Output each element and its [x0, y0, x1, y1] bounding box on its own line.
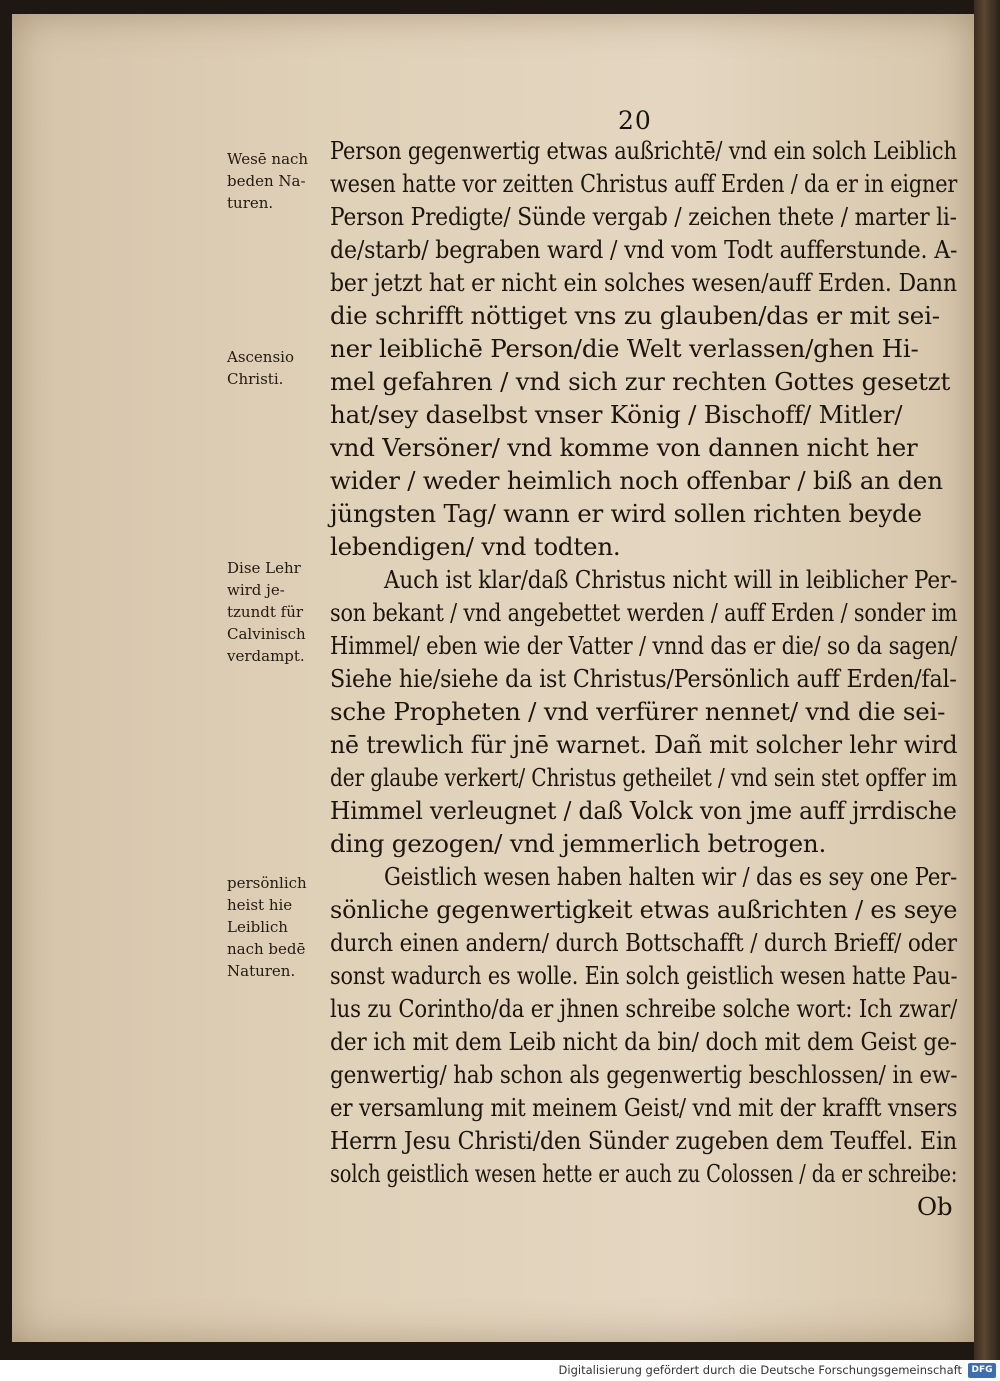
margin-note-line: Calvinisch — [227, 625, 306, 643]
margin-note-line: verdampt. — [227, 647, 305, 665]
text-line: ber jetzt hat er nicht ein solches wesen/auff Erden. Dann — [330, 268, 957, 297]
margin-note-line: Leiblich — [227, 918, 288, 936]
margin-note-line: Dise Lehr — [227, 559, 301, 577]
text-line: lus zu Corintho/da er jhnen schreibe solche wort: Ich zwar/ — [330, 994, 958, 1023]
margin-note-line: wird je- — [227, 581, 285, 599]
margin-note-line: heist hie — [227, 896, 293, 914]
text-line: jüngsten Tag/ wann er wird sollen richten beyde — [330, 499, 922, 528]
footer-credit: Digitalisierung gefördert durch die Deutsche Forschungsgemeinschaft — [558, 1363, 962, 1377]
margin-note-line: Naturen. — [227, 962, 296, 980]
text-line: Himmel verleugnet / daß Volck von jme auff jrrdische — [330, 796, 957, 825]
margin-note-line: Wesē nach — [227, 150, 309, 168]
text-line: Auch ist klar/daß Christus nicht will in leiblicher Per- — [384, 565, 958, 594]
margin-note-line: persönlich — [227, 874, 307, 892]
margin-note-line: nach bedē — [227, 940, 306, 958]
text-line: lebendigen/ vnd todten. — [330, 532, 621, 561]
text-line: Herrn Jesu Christi/den Sünder zugeben dem Teuffel. Ein — [330, 1126, 957, 1155]
text-line: wider / weder heimlich noch offenbar / biß an den — [330, 466, 943, 495]
text-line: mel gefahren / vnd sich zur rechten Gottes gesetzt — [330, 367, 951, 396]
text-line: hat/sey daselbst vnser König / Bischoff/ Mitler/ — [330, 400, 903, 429]
catchword: Ob — [917, 1192, 953, 1221]
page-number: 20 — [618, 106, 652, 135]
text-line: Himmel/ eben wie der Vatter / vnnd das er die/ so da sagen/ — [330, 631, 958, 660]
text-line: sönliche gegenwertigkeit etwas außrichten / es seye — [330, 895, 958, 924]
dfg-logo-icon: DFG — [968, 1363, 996, 1378]
margin-note-line: Christi. — [227, 370, 284, 388]
text-line: sonst wadurch es wolle. Ein solch geistlich wesen hatte Pau- — [330, 961, 958, 990]
text-line: die schrifft nöttiget vns zu glauben/das er mit sei- — [330, 301, 940, 330]
margin-note-line: beden Na- — [227, 172, 306, 190]
text-line: ding gezogen/ vnd jemmerlich betrogen. — [330, 829, 827, 858]
text-line: Person gegenwertig etwas außrichtē/ vnd ein solch Leiblich — [330, 136, 957, 165]
text-line: durch einen andern/ durch Bottschafft / durch Brieff/ oder — [330, 928, 957, 957]
text-line: der glaube verkert/ Christus getheilet / vnd sein stet opffer im — [330, 763, 958, 792]
text-line: de/starb/ begraben ward / vnd vom Todt aufferstunde. A- — [330, 235, 958, 264]
margin-note-line: tzundt für — [227, 603, 304, 621]
text-line: er versamlung mit meinem Geist/ vnd mit der krafft vnsers — [330, 1093, 958, 1122]
text-line: son bekant / vnd angebettet werden / auff Erden / sonder im — [330, 598, 958, 627]
margin-note-line: Ascensio — [227, 348, 294, 366]
text-line: Person Predigte/ Sünde vergab / zeichen thete / marter li- — [330, 202, 957, 231]
footer-bar — [0, 1360, 1000, 1381]
text-line: ner leiblichē Person/die Welt verlassen/ghen Hi- — [330, 334, 919, 363]
margin-note-line: turen. — [227, 194, 274, 212]
text-line: wesen hatte vor zeitten Christus auff Erden / da er in eigner — [330, 169, 958, 198]
book-edge — [974, 0, 1000, 1360]
text-line: Siehe hie/siehe da ist Christus/Persönlich auff Erden/fal- — [330, 664, 957, 693]
book-page — [12, 14, 974, 1342]
text-line: genwertig/ hab schon als gegenwertig beschlossen/ in ew- — [330, 1060, 958, 1089]
text-line: Geistlich wesen haben halten wir / das es sey one Per- — [384, 862, 958, 891]
text-line: sche Propheten / vnd verfürer nennet/ vnd die sei- — [330, 697, 946, 726]
text-line: vnd Versöner/ vnd komme von dannen nicht her — [330, 433, 918, 462]
text-line: solch geistlich wesen hette er auch zu Colossen / da er schreibe: — [330, 1159, 958, 1188]
text-line: nē trewlich für jnē warnet. Dañ mit solcher lehr wird — [330, 730, 958, 759]
text-line: der ich mit dem Leib nicht da bin/ doch mit dem Geist ge- — [330, 1027, 957, 1056]
